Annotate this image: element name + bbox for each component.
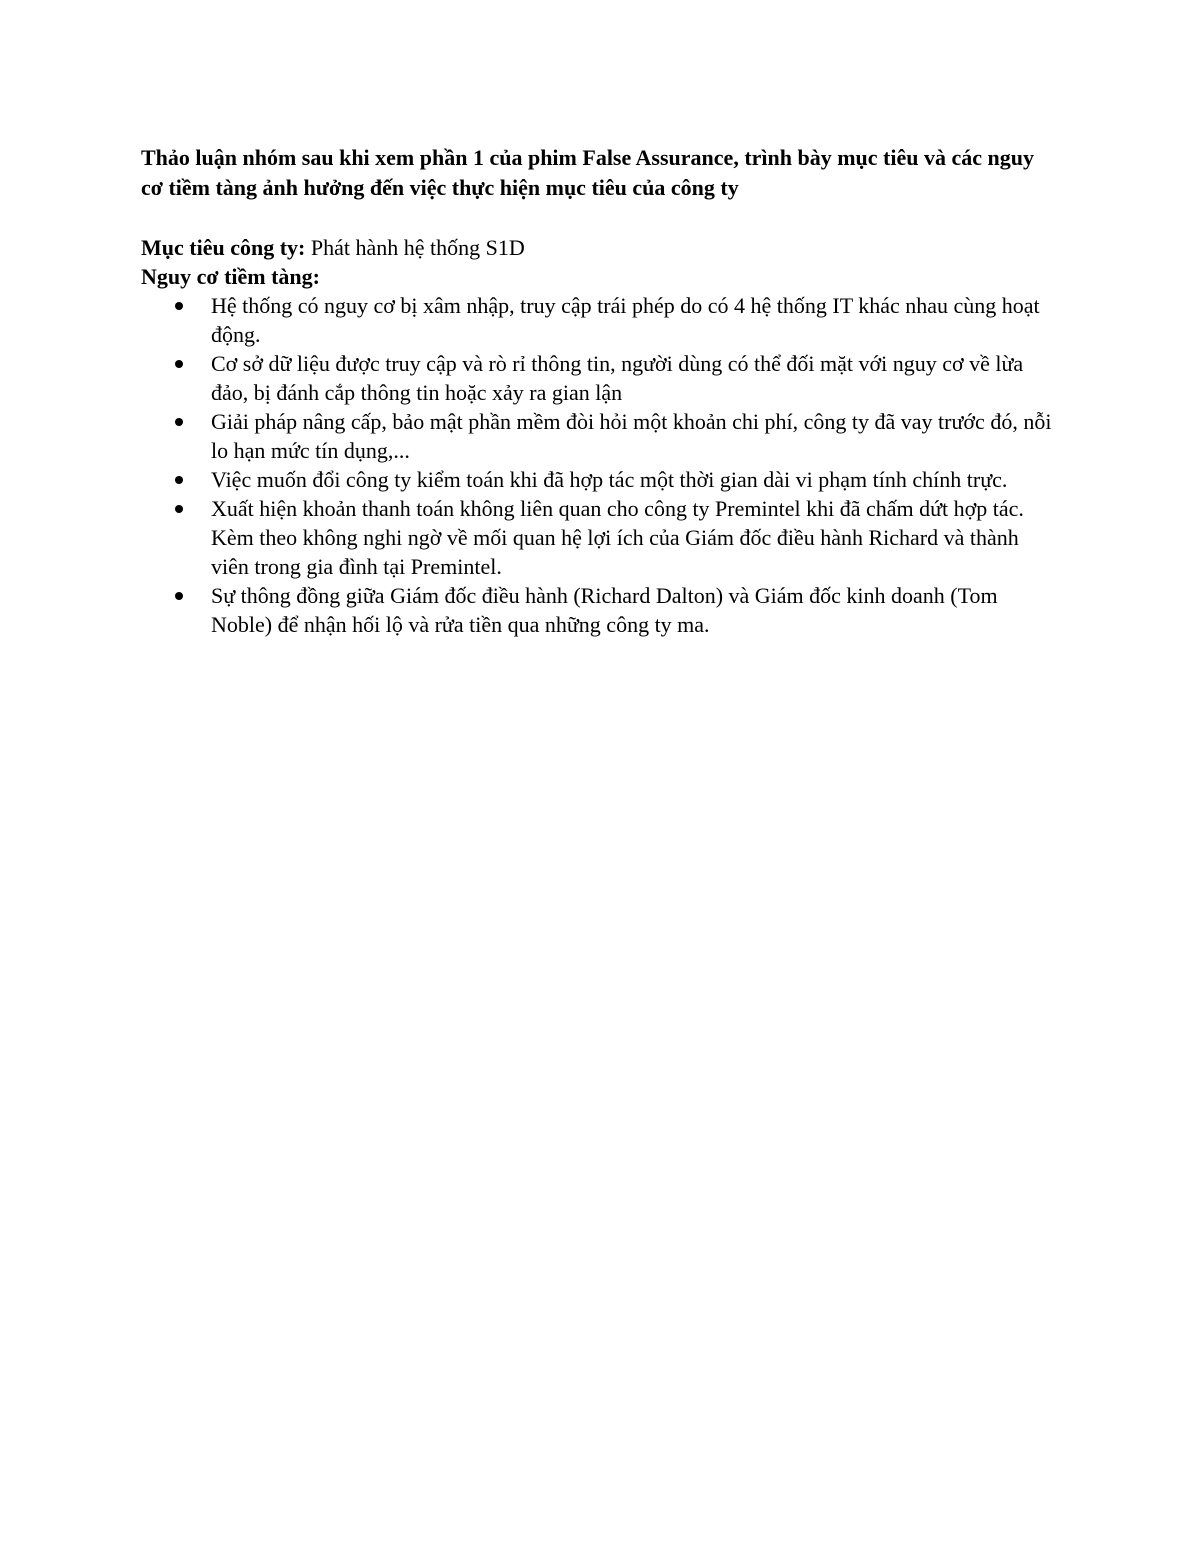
risk-text: Sự thông đồng giữa Giám đốc điều hành (Richard Dalton) và Giám đốc kinh doanh (Tom Noble) để nhận hối lộ và rửa tiền qua những công ty ma. — [211, 583, 998, 637]
objective-line — [141, 233, 1061, 262]
spacer — [141, 203, 1061, 233]
risks-label: Nguy cơ tiềm tàng: — [141, 264, 320, 289]
bullet-icon — [175, 418, 183, 426]
document-page — [141, 143, 1061, 639]
bullet-icon — [175, 592, 183, 600]
risk-text: Hệ thống có nguy cơ bị xâm nhập, truy cập trái phép do có 4 hệ thống IT khác nhau cùng hoạt động. — [211, 293, 1040, 347]
risks-list — [141, 291, 1061, 639]
document-title: Thảo luận nhóm sau khi xem phần 1 của phim False Assurance, trình bày mục tiêu và các nguy cơ tiềm tàng ảnh hưởng đến việc thực hiện mục tiêu của công ty — [141, 145, 1034, 200]
list-item — [141, 291, 1061, 349]
risk-text: Việc muốn đổi công ty kiểm toán khi đã hợp tác một thời gian dài vi phạm tính chính trực. — [211, 467, 1008, 492]
bullet-icon — [175, 505, 183, 513]
risk-text: Giải pháp nâng cấp, bảo mật phần mềm đòi hỏi một khoản chi phí, công ty đã vay trước đó, nỗi lo hạn mức tín dụng,... — [211, 409, 1052, 463]
list-item — [141, 581, 1061, 639]
risk-text: Xuất hiện khoản thanh toán không liên quan cho công ty Premintel khi đã chấm dứt hợp tác. Kèm theo không nghi ngờ về mối quan hệ lợi ích của Giám đốc điều hành Richard và thành viên trong gia đình tại Premintel. — [211, 496, 1024, 579]
bullet-icon — [175, 360, 183, 368]
list-item — [141, 407, 1061, 465]
objective-value: Phát hành hệ thống S1D — [305, 235, 525, 260]
list-item — [141, 494, 1061, 581]
objective-label: Mục tiêu công ty: — [141, 235, 306, 260]
bullet-icon — [175, 302, 183, 310]
list-item — [141, 349, 1061, 407]
risk-text: Cơ sở dữ liệu được truy cập và rò rỉ thông tin, người dùng có thể đối mặt với nguy cơ về lừa đảo, bị đánh cắp thông tin hoặc xảy ra gian lận — [211, 351, 1024, 405]
bullet-icon — [175, 476, 183, 484]
list-item — [141, 465, 1061, 494]
